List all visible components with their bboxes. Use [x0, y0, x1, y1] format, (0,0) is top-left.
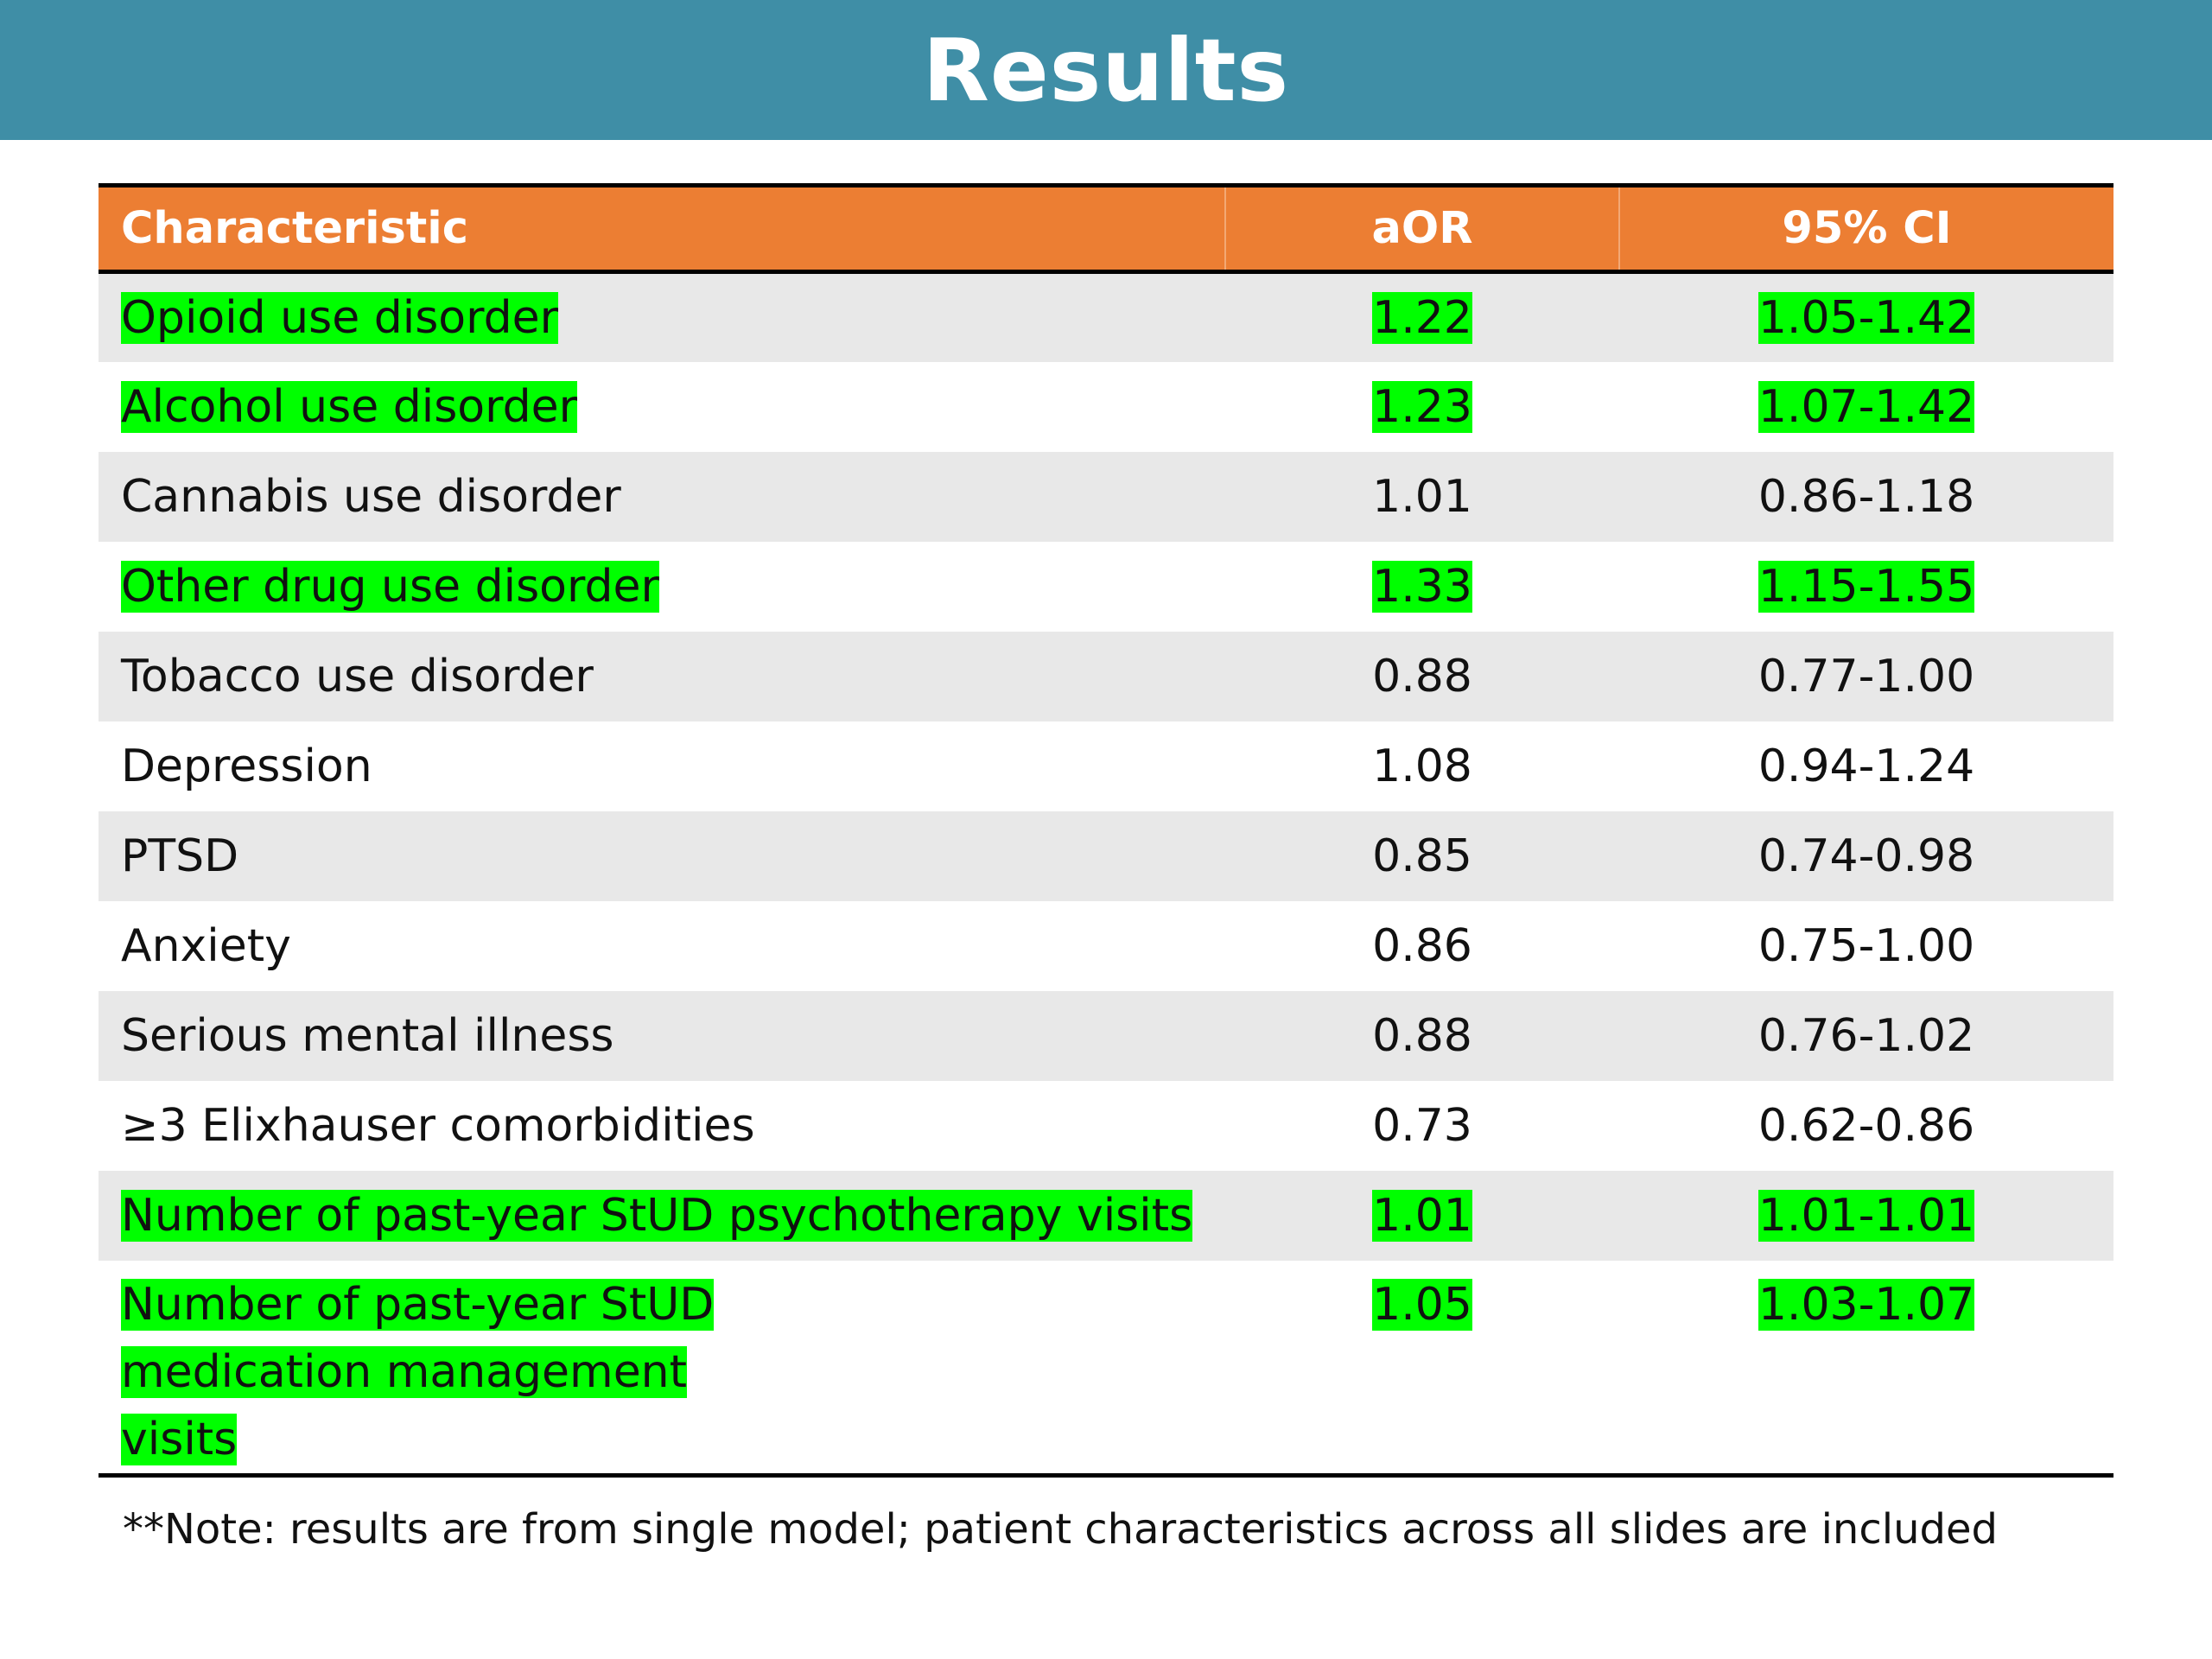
ci-value: 1.05-1.42: [1758, 291, 1975, 344]
table-row: [99, 272, 2113, 362]
table-row: [99, 811, 2113, 901]
aor-value: 0.85: [1372, 830, 1472, 882]
characteristic-label: PTSD: [121, 830, 239, 882]
header-ci: 95% CI: [1619, 186, 2113, 272]
characteristic-label: Number of past-year StUD psychotherapy visits: [121, 1189, 1193, 1242]
aor-cell: [1225, 1261, 1619, 1476]
header-characteristic: Characteristic: [99, 186, 1225, 272]
table-row: [99, 632, 2113, 721]
table-row: [99, 991, 2113, 1081]
ci-cell: [1619, 632, 2113, 721]
characteristic-cell: [99, 1261, 1225, 1476]
aor-value: 1.05: [1372, 1278, 1472, 1331]
characteristic-cell: [99, 452, 1225, 542]
aor-cell: [1225, 991, 1619, 1081]
characteristic-label: Serious mental illness: [121, 1009, 614, 1062]
ci-cell: [1619, 362, 2113, 452]
characteristic-cell: [99, 811, 1225, 901]
characteristic-cell: [99, 901, 1225, 991]
ci-value: 0.77-1.00: [1758, 650, 1975, 702]
aor-cell: [1225, 901, 1619, 991]
characteristic-cell: [99, 1171, 1225, 1261]
table-row: [99, 721, 2113, 811]
aor-value: 1.23: [1372, 380, 1472, 433]
table-row: [99, 452, 2113, 542]
characteristic-cell: [99, 272, 1225, 362]
ci-cell: [1619, 1171, 2113, 1261]
table-row: [99, 1171, 2113, 1261]
characteristic-label: Opioid use disorder: [121, 291, 558, 344]
table-row: [99, 1261, 2113, 1476]
aor-value: 0.86: [1372, 919, 1472, 972]
ci-value: 0.74-0.98: [1758, 830, 1975, 882]
ci-value: 0.62-0.86: [1758, 1099, 1975, 1152]
ci-value: 0.75-1.00: [1758, 919, 1975, 972]
characteristic-label: Anxiety: [121, 919, 291, 972]
aor-cell: [1225, 272, 1619, 362]
ci-cell: [1619, 272, 2113, 362]
slide-title: Results: [922, 19, 1290, 121]
aor-value: 1.01: [1372, 470, 1472, 523]
aor-value: 0.88: [1372, 650, 1472, 702]
characteristic-cell: [99, 991, 1225, 1081]
characteristic-label: Depression: [121, 740, 372, 792]
aor-cell: [1225, 1171, 1619, 1261]
results-table: [99, 183, 2113, 1478]
ci-cell: [1619, 452, 2113, 542]
ci-cell: [1619, 901, 2113, 991]
ci-cell: [1619, 991, 2113, 1081]
aor-value: 0.73: [1372, 1099, 1472, 1152]
ci-cell: [1619, 811, 2113, 901]
results-table-container: [99, 183, 2113, 1478]
ci-cell: [1619, 721, 2113, 811]
ci-value: 1.03-1.07: [1758, 1278, 1975, 1331]
ci-value: 0.94-1.24: [1758, 740, 1975, 792]
aor-value: 0.88: [1372, 1009, 1472, 1062]
characteristic-label: Other drug use disorder: [121, 560, 659, 613]
ci-cell: [1619, 1081, 2113, 1171]
aor-cell: [1225, 362, 1619, 452]
aor-value: 1.22: [1372, 291, 1472, 344]
ci-value: 1.07-1.42: [1758, 380, 1975, 433]
aor-cell: [1225, 542, 1619, 632]
characteristic-cell: [99, 632, 1225, 721]
aor-cell: [1225, 1081, 1619, 1171]
aor-value: 1.08: [1372, 740, 1472, 792]
characteristic-label: Cannabis use disorder: [121, 470, 621, 523]
ci-cell: [1619, 542, 2113, 632]
ci-value: 1.15-1.55: [1758, 560, 1975, 613]
ci-value: 0.86-1.18: [1758, 470, 1975, 523]
table-row: [99, 362, 2113, 452]
aor-cell: [1225, 632, 1619, 721]
characteristic-label: Tobacco use disorder: [121, 650, 594, 702]
ci-cell: [1619, 1261, 2113, 1476]
aor-value: 1.01: [1372, 1189, 1472, 1242]
aor-cell: [1225, 721, 1619, 811]
aor-cell: [1225, 452, 1619, 542]
aor-cell: [1225, 811, 1619, 901]
table-header-row: [99, 186, 2113, 272]
characteristic-cell: [99, 1081, 1225, 1171]
characteristic-label: ≥3 Elixhauser comorbidities: [121, 1099, 755, 1152]
table-row: [99, 1081, 2113, 1171]
characteristic-cell: [99, 542, 1225, 632]
ci-value: 1.01-1.01: [1758, 1189, 1975, 1242]
aor-value: 1.33: [1372, 560, 1472, 613]
header-aor: aOR: [1225, 186, 1619, 272]
characteristic-cell: [99, 721, 1225, 811]
table-row: [99, 901, 2113, 991]
table-row: [99, 542, 2113, 632]
title-bar: [0, 0, 2212, 140]
characteristic-label: Number of past-year StUD medication management visits: [121, 1278, 715, 1465]
footnote: **Note: results are from single model; patient characteristics across all slides are included: [123, 1505, 1998, 1554]
characteristic-label: Alcohol use disorder: [121, 380, 577, 433]
characteristic-cell: [99, 362, 1225, 452]
ci-value: 0.76-1.02: [1758, 1009, 1975, 1062]
